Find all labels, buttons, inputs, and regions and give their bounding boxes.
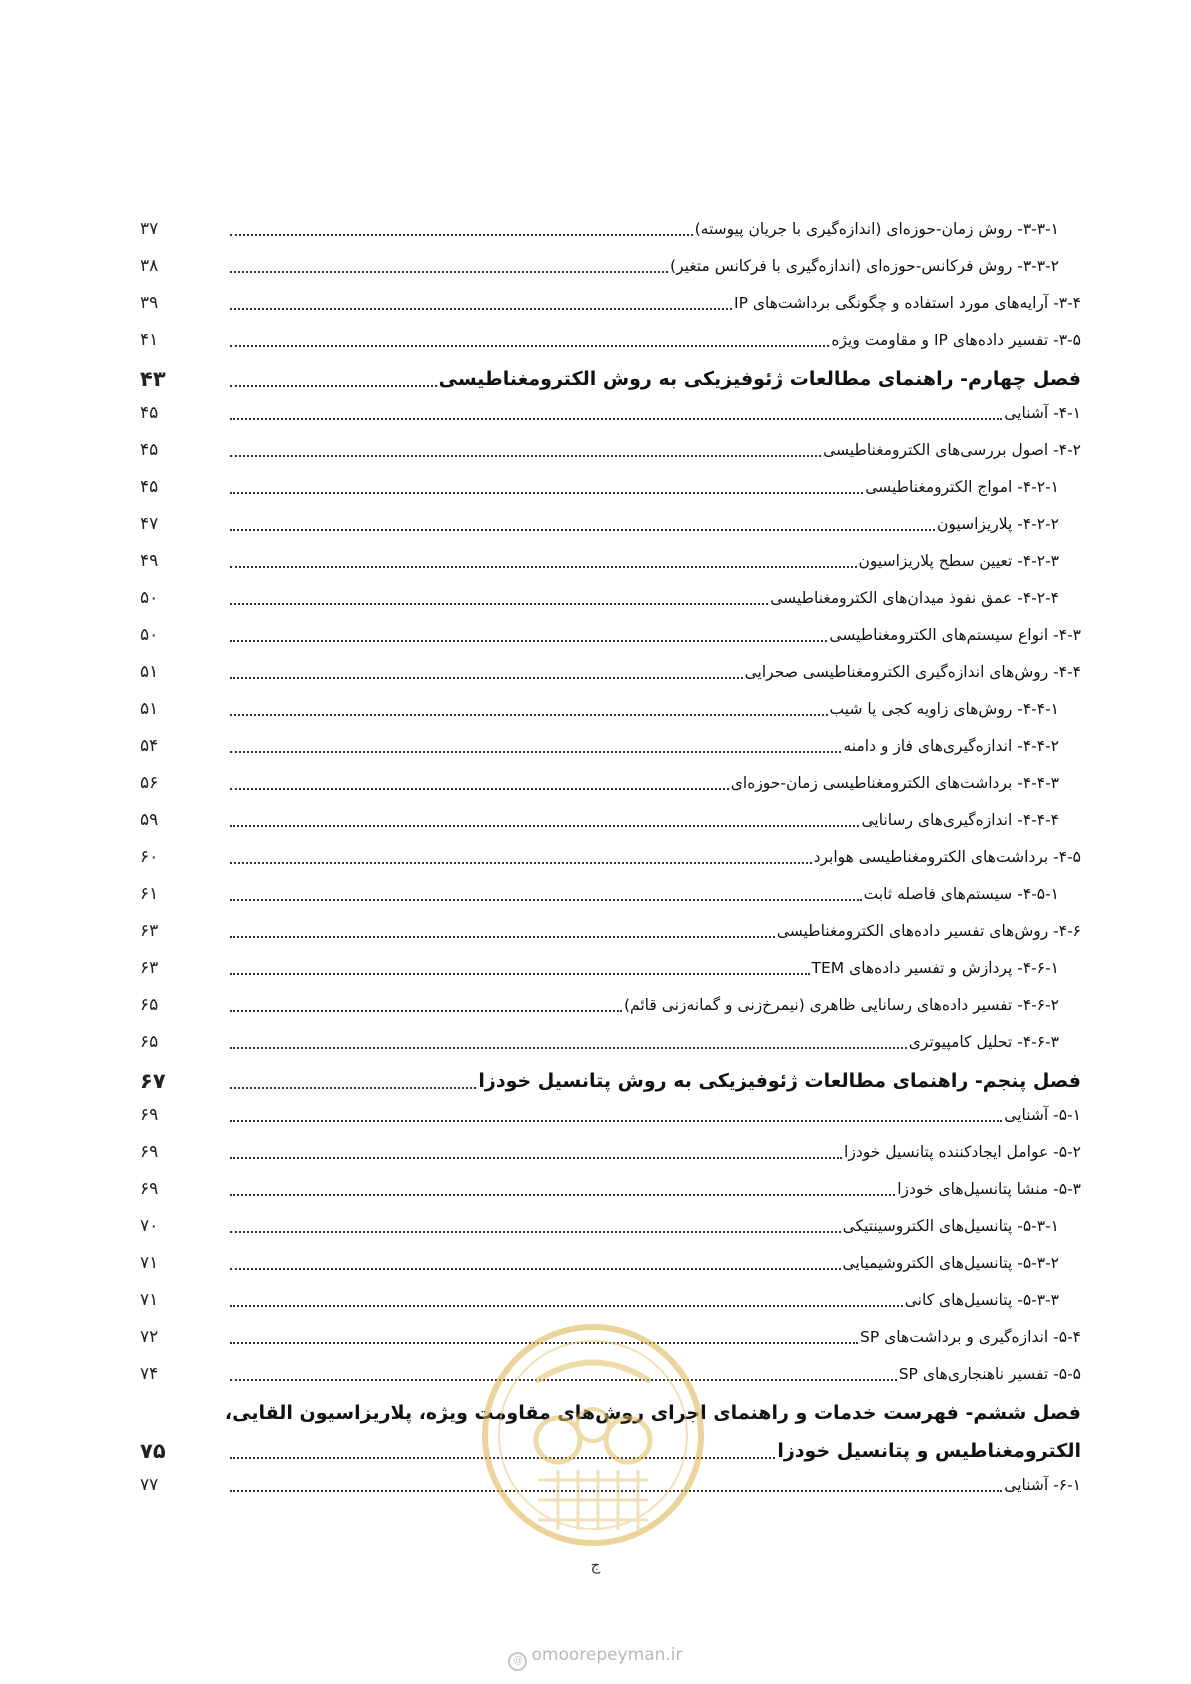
toc-page-number: ۳۹ xyxy=(140,293,159,313)
toc-page-number: ۴۷ xyxy=(140,514,159,534)
dot-leader xyxy=(230,492,863,494)
toc-row xyxy=(0,620,1191,657)
toc-entry-title: ۴-۲-۳- تعیین سطح پلاریزاسیون xyxy=(858,552,1059,570)
dot-leader xyxy=(230,1305,903,1307)
toc-row xyxy=(0,398,1191,435)
chapter-title: الکترومغناطیس و پتانسیل خودزا xyxy=(777,1440,1081,1462)
toc-page-number: ۷۰ xyxy=(140,1216,159,1236)
toc-page-number: ۵۰ xyxy=(140,625,159,645)
toc-page-number: ۶۱ xyxy=(140,884,159,904)
toc-entry-title: ۴-۳- انواع سیستم‌های الکترومغناطیسی xyxy=(829,626,1081,644)
toc-row xyxy=(0,1248,1191,1285)
toc-page-number: ۶۳ xyxy=(140,958,159,978)
toc-row xyxy=(0,768,1191,805)
toc-page-number: ۷۴ xyxy=(140,1364,159,1384)
chapter-title: فصل پنجم- راهنمای مطالعات ژئوفیزیکی به روش پتانسیل خودزا xyxy=(478,1070,1081,1092)
dot-leader xyxy=(230,640,827,642)
toc-entry-title: ۵-۲- عوامل ایجادکننده پتانسیل خودزا xyxy=(844,1143,1081,1161)
dot-leader xyxy=(230,899,862,901)
toc-row xyxy=(0,325,1191,362)
toc-entry-title: ۳-۳-۲- روش فرکانس-حوزه‌ای (اندازه‌گیری با فرکانس متغیر) xyxy=(670,257,1059,275)
toc-page-number: ۵۱ xyxy=(140,662,159,682)
toc-page-number: ۶۵ xyxy=(140,1032,159,1052)
toc-entry-title: ۴-۶-۳- تحلیل کامپیوتری xyxy=(908,1033,1059,1051)
dot-leader xyxy=(230,455,821,457)
toc-entry-title: ۵-۳-۲- پتانسیل‌های الکتروشیمیایی xyxy=(842,1254,1059,1272)
toc-page-number: ۶۹ xyxy=(140,1179,159,1199)
dot-leader xyxy=(230,529,935,531)
dot-leader xyxy=(230,1120,1002,1122)
toc-chapter-row xyxy=(0,1064,1191,1100)
toc-entry-title: ۳-۳-۱- روش زمان-حوزه‌ای (اندازه‌گیری با جریان پیوسته) xyxy=(694,220,1059,238)
toc-page-number: ۴۵ xyxy=(140,477,159,497)
toc-page-number: ۶۹ xyxy=(140,1105,159,1125)
toc-page-number: ۳۷ xyxy=(140,219,159,239)
toc-entry-title: ۵-۳-۳- پتانسیل‌های کانی xyxy=(904,1291,1059,1309)
toc-entry-title: ۳-۵- تفسیر داده‌های IP و مقاومت ویژه xyxy=(831,331,1081,349)
toc-entry-title: ۶-۱- آشنایی xyxy=(1004,1476,1081,1494)
toc-entry-title: ۴-۲-۱- امواج الکترومغناطیسی xyxy=(865,478,1059,496)
toc-page-number: ۶۷ xyxy=(140,1069,166,1093)
toc-row xyxy=(0,435,1191,472)
toc-page-number: ۴۳ xyxy=(140,367,166,391)
toc-entry-title: ۴-۲-۲- پلاریزاسیون xyxy=(937,515,1059,533)
toc-page-number: ۶۵ xyxy=(140,995,159,1015)
toc-entry-title: ۳-۴- آرایه‌های مورد استفاده و چگونگی برداشت‌های IP xyxy=(734,294,1081,312)
toc-page-number: ۴۹ xyxy=(140,551,159,571)
toc-page-number: ۵۰ xyxy=(140,588,159,608)
dot-leader xyxy=(230,418,1002,420)
dot-leader xyxy=(230,1087,476,1089)
dot-leader xyxy=(230,1010,622,1012)
toc-entry-title: ۴-۴-۱- روش‌های زاویه کجی یا شیب xyxy=(829,700,1059,718)
toc-row xyxy=(0,288,1191,325)
at-sign-icon: @ xyxy=(508,1652,527,1671)
toc-row xyxy=(0,731,1191,768)
toc-entry-title: ۵-۳- منشا پتانسیل‌های خودزا xyxy=(897,1180,1081,1198)
toc-row xyxy=(0,879,1191,916)
toc-entry-title: ۴-۱- آشنایی xyxy=(1004,404,1081,422)
toc-page-number: ۷۵ xyxy=(140,1439,166,1463)
toc-row xyxy=(0,694,1191,731)
chapter-title: فصل چهارم- راهنمای مطالعات ژئوفیزیکی به روش الکترومغناطیسی xyxy=(438,368,1081,390)
watermark-seal-icon xyxy=(478,1320,708,1550)
toc-page-number: ۷۷ xyxy=(140,1475,159,1495)
toc-page-number: ۷۲ xyxy=(140,1327,159,1347)
toc-entry-title: ۴-۲- اصول بررسی‌های الکترومغناطیسی xyxy=(823,441,1081,459)
dot-leader xyxy=(230,1231,841,1233)
site-url-text: omoorepeyman.ir xyxy=(531,1645,683,1665)
toc-entry-title: ۴-۲-۴- عمق نفوذ میدان‌های الکترومغناطیسی xyxy=(770,589,1059,607)
toc-page-number: ۵۱ xyxy=(140,699,159,719)
dot-leader xyxy=(230,788,729,790)
toc-page-number: ۴۵ xyxy=(140,440,159,460)
toc-entry-title: ۴-۴-۳- برداشت‌های الکترومغناطیسی زمان-حوزه‌ای xyxy=(730,774,1059,792)
dot-leader xyxy=(230,1268,841,1270)
toc-entry-title: ۴-۶-۱- پردازش و تفسیر داده‌های TEM xyxy=(811,959,1059,977)
toc-entry-title: ۴-۶- روش‌های تفسیر داده‌های الکترومغناطیسی xyxy=(776,922,1081,940)
dot-leader xyxy=(230,1047,907,1049)
dot-leader xyxy=(230,862,812,864)
toc-row xyxy=(0,546,1191,583)
dot-leader xyxy=(230,1194,895,1196)
toc-row xyxy=(0,1285,1191,1322)
toc-page-number: ۶۳ xyxy=(140,921,159,941)
site-watermark-url xyxy=(0,1645,1191,1671)
dot-leader xyxy=(230,271,668,273)
toc-entry-title: ۴-۶-۲- تفسیر داده‌های رسانایی ظاهری (نیمرخ‌زنی و گمانه‌زنی قائم) xyxy=(623,996,1059,1014)
dot-leader xyxy=(230,1157,842,1159)
toc-row xyxy=(0,805,1191,842)
toc-row xyxy=(0,251,1191,288)
dot-leader xyxy=(230,385,437,387)
toc-row xyxy=(0,1100,1191,1137)
toc-page-number: ۶۹ xyxy=(140,1142,159,1162)
dot-leader xyxy=(230,603,768,605)
toc-page-number: ۵۴ xyxy=(140,736,159,756)
dot-leader xyxy=(230,308,732,310)
toc-entry-title: ۴-۴- روش‌های اندازه‌گیری الکترومغناطیسی صحرایی xyxy=(744,663,1081,681)
toc-entry-title: ۵-۴- اندازه‌گیری و برداشت‌های SP xyxy=(860,1328,1081,1346)
toc-row xyxy=(0,953,1191,990)
toc-page-number: ۴۵ xyxy=(140,403,159,423)
dot-leader xyxy=(230,677,743,679)
toc-page-number: ۴۱ xyxy=(140,330,159,350)
toc-entry-title: ۵-۳-۱- پتانسیل‌های الکتروسینتیکی xyxy=(842,1217,1059,1235)
dot-leader xyxy=(230,751,841,753)
toc-entry-title: ۴-۴-۲- اندازه‌گیری‌های فاز و دامنه xyxy=(843,737,1059,755)
toc-chapter-row xyxy=(0,362,1191,398)
toc-page-number: ۳۸ xyxy=(140,256,159,276)
toc-row xyxy=(0,583,1191,620)
toc-page-number: ۷۱ xyxy=(140,1253,159,1273)
toc-row xyxy=(0,472,1191,509)
toc-entry-title: ۴-۴-۴- اندازه‌گیری‌های رسانایی xyxy=(861,811,1059,829)
toc-page-number: ۵۶ xyxy=(140,773,159,793)
toc-row xyxy=(0,214,1191,251)
toc-entry-title: ۵-۱- آشنایی xyxy=(1004,1106,1081,1124)
toc-entry-title: ۴-۵-۱- سیستم‌های فاصله ثابت xyxy=(863,885,1059,903)
toc-row xyxy=(0,842,1191,879)
dot-leader xyxy=(230,973,810,975)
table-of-contents xyxy=(0,214,1191,1507)
toc-page-number: ۵۹ xyxy=(140,810,159,830)
toc-entry-title: ۴-۵- برداشت‌های الکترومغناطیسی هوابرد xyxy=(813,848,1081,866)
dot-leader xyxy=(230,234,693,236)
dot-leader xyxy=(230,714,828,716)
dot-leader xyxy=(230,825,859,827)
dot-leader xyxy=(230,566,857,568)
dot-leader xyxy=(230,936,775,938)
chapter-title-line1: فصل ششم- فهرست خدمات و راهنمای اجرای روش‌های مقاومت ویژه، پلاریزاسیون القایی، xyxy=(224,1402,1081,1424)
toc-page-number: ۶۰ xyxy=(140,847,159,867)
toc-row xyxy=(0,1027,1191,1064)
toc-row xyxy=(0,916,1191,953)
toc-row xyxy=(0,1137,1191,1174)
toc-entry-title: ۵-۵- تفسیر ناهنجاری‌های SP xyxy=(898,1365,1081,1383)
toc-row xyxy=(0,509,1191,546)
toc-row xyxy=(0,1174,1191,1211)
toc-row xyxy=(0,1211,1191,1248)
page-number-footer: ج xyxy=(590,1556,601,1574)
toc-row xyxy=(0,657,1191,694)
dot-leader xyxy=(230,345,829,347)
toc-row xyxy=(0,990,1191,1027)
toc-page-number: ۷۱ xyxy=(140,1290,159,1310)
